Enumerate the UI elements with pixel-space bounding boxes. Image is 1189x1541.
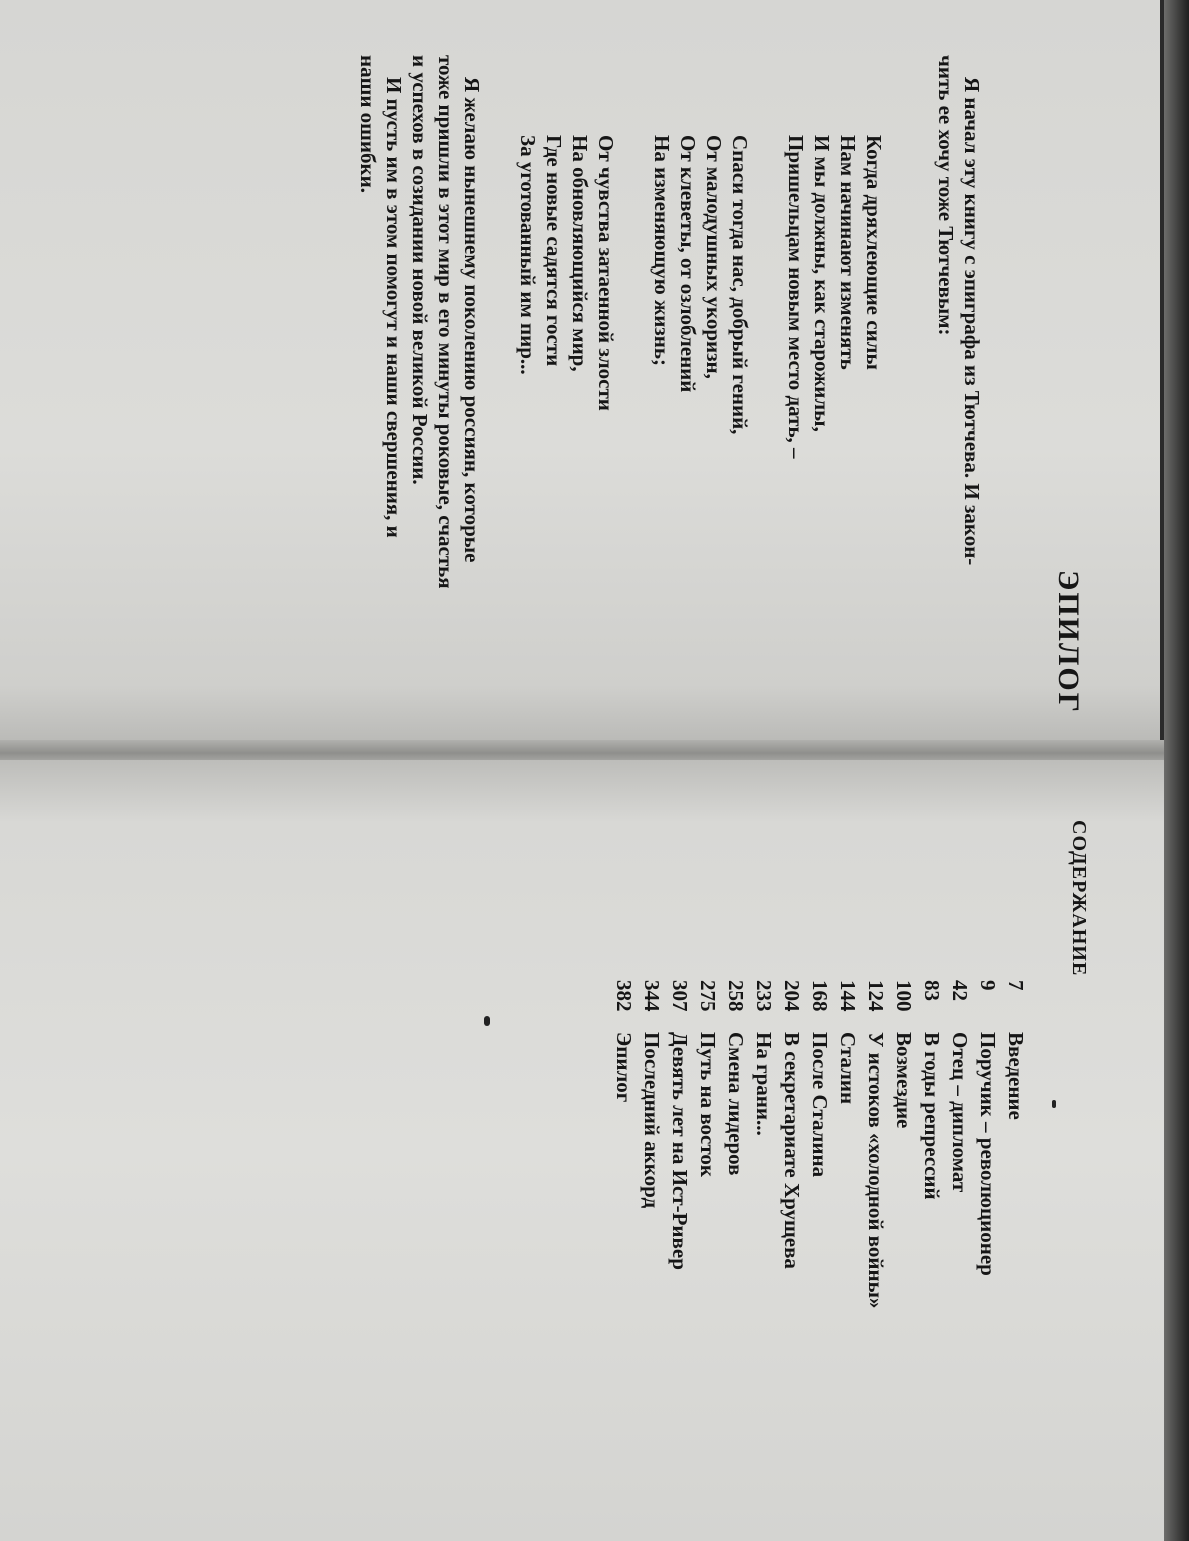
poem-stanza-1 [783,55,887,775]
toc-page-number: 382 [612,980,636,1012]
toc-title: В секретариате Хрущева [780,1032,804,1269]
toc-entry[interactable] [750,980,778,1308]
toc-page-number: 344 [640,980,664,1012]
toc-title: В годы репрессий [920,1032,944,1200]
toc-page-number: 7 [1004,980,1028,991]
toc-title: После Сталина [808,1032,832,1178]
epilogue-title: ЭПИЛОГ [1052,570,1085,714]
toc-entry[interactable] [1002,980,1030,1308]
toc-title: Путь на восток [696,1032,720,1178]
closing-line: и успехов в созидании новой великой России. [408,55,432,485]
epilogue-closing [355,55,485,775]
poem-line: От малодушных укоризн, [702,135,726,379]
toc-page-number: 233 [752,980,776,1012]
toc-title: Девять лет на Ист-Ривер [668,1032,692,1270]
toc-entry[interactable] [890,980,918,1308]
toc-title: Сталин [836,1032,860,1105]
toc-entry[interactable] [918,980,946,1308]
toc-entry[interactable] [834,980,862,1308]
toc-entry[interactable] [778,980,806,1308]
toc-page-number: 9 [976,980,1000,991]
closing-line: Я желаю нынешнему поколению россиян, которые [460,77,484,563]
closing-line: наши ошибки. [356,55,380,193]
poem-line: Когда дряхлеющие силы [862,135,886,370]
poem-line: От клеветы, от озлоблений [676,135,700,393]
toc-entry[interactable] [862,980,890,1308]
toc-entry[interactable] [694,980,722,1308]
ink-mark [484,1016,490,1026]
poem-stanza-2 [649,55,753,775]
ink-mark [1052,1100,1056,1108]
toc-entry[interactable] [946,980,974,1308]
toc-entry[interactable] [974,980,1002,1308]
poem-line: Спаси тогда нас, добрый гений, [728,135,752,435]
toc-title: У истоков «холодной войны» [864,1032,888,1309]
toc-page-number: 275 [696,980,720,1012]
toc-page-number: 42 [948,980,972,1001]
toc-page-number: 204 [780,980,804,1012]
poem-line: На изменяющую жизнь; [650,135,674,366]
epilogue-intro-line: чить ее хочу тоже Тютчевым: [934,55,958,336]
poem-line: На обновляющийся мир, [568,135,592,372]
toc-entry[interactable] [666,980,694,1308]
toc-page-number: 307 [668,980,692,1012]
poem-line: Где новые садятся гости [542,135,566,367]
scan-edge [1164,0,1189,1541]
toc-title: Последний аккорд [640,1032,664,1209]
closing-line: И пусть им в этом помогут и наши свершения, и [382,77,406,538]
toc-entry[interactable] [722,980,750,1308]
toc-title: Эпилог [612,1032,636,1103]
toc-page-number: 168 [808,980,832,1012]
epilogue-intro-line: Я начал эту книгу с эпиграфа из Тютчева. И закон- [960,77,984,566]
poem-line: Нам начинают изменять [836,135,860,370]
toc-title: Возмездие [892,1032,916,1129]
poem-stanza-3 [515,55,619,775]
toc-title: На грани... [752,1032,776,1136]
closing-line: тоже пришли в этот мир в его минуты роковые, счастья [434,55,458,589]
toc-page-number: 100 [892,980,916,1012]
toc-title: Введение [1004,1032,1028,1120]
toc-page-number: 83 [920,980,944,1001]
toc-page-number: 144 [836,980,860,1012]
epilogue-text [355,55,985,775]
toc-page-number: 258 [724,980,748,1012]
toc-title: Смена лидеров [724,1032,748,1176]
toc-title: Поручик – революционер [976,1032,1000,1276]
poem-line: От чувства затаенной злости [594,135,618,411]
contents-list [610,980,1030,1308]
toc-entry[interactable] [806,980,834,1308]
toc-title: Отец – дипломат [948,1032,972,1193]
toc-page-number: 124 [864,980,888,1012]
toc-entry[interactable] [610,980,638,1308]
poem-line: Пришельцам новым место дать, – [784,135,808,459]
poem-line: За уготованный им пир... [516,135,540,375]
contents-heading: СОДЕРЖАНИЕ [1068,820,1090,977]
poem-line: И мы должны, как старожилы, [810,135,834,432]
toc-entry[interactable] [638,980,666,1308]
